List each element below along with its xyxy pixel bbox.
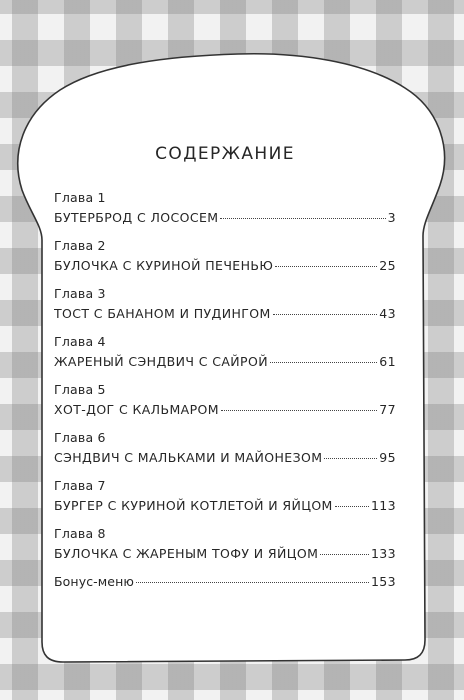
toc-row	[54, 402, 396, 417]
page-number: 43	[379, 306, 396, 321]
chapter-title: ТОСТ С БАНАНОМ И ПУДИНГОМ	[54, 306, 271, 321]
dot-leader	[221, 410, 377, 411]
toc-row	[54, 498, 396, 513]
toc-entry-6	[54, 430, 396, 465]
chapter-title: БУТЕРБРОД С ЛОСОСЕМ	[54, 210, 219, 225]
toc-entry-1	[54, 190, 396, 225]
toc-entry-8	[54, 526, 396, 561]
page-number: 77	[379, 402, 396, 417]
toc-row	[54, 306, 396, 321]
toc-title: СОДЕРЖАНИЕ	[155, 144, 295, 164]
toc-entry-7	[54, 478, 396, 513]
dot-leader	[273, 314, 378, 315]
chapter-title: ЖАРЕНЫЙ СЭНДВИЧ С САЙРОЙ	[54, 354, 268, 369]
chapter-label: Глава 1	[54, 190, 106, 205]
chapter-label: Глава 2	[54, 238, 106, 253]
toc-entry-4	[54, 334, 396, 369]
page-number: 3	[387, 210, 396, 225]
page-number: 153	[370, 574, 396, 589]
dot-leader	[320, 554, 369, 555]
toc-entry-2	[54, 238, 396, 273]
dot-leader	[270, 362, 377, 363]
dot-leader	[136, 582, 369, 583]
page-number: 133	[370, 546, 396, 561]
toc-row	[54, 210, 396, 225]
dot-leader	[220, 218, 385, 219]
toc-row	[54, 258, 396, 273]
chapter-label: Глава 5	[54, 382, 106, 397]
chapter-title: ХОТ-ДОГ С КАЛЬМАРОМ	[54, 402, 219, 417]
toc-entry-3	[54, 286, 396, 321]
toc-row	[54, 546, 396, 561]
page-number: 61	[379, 354, 396, 369]
chapter-title: БУРГЕР С КУРИНОЙ КОТЛЕТОЙ И ЯЙЦОМ	[54, 498, 333, 513]
chapter-label: Глава 3	[54, 286, 106, 301]
toc-row	[54, 574, 396, 589]
page-number: 95	[379, 450, 396, 465]
dot-leader	[275, 266, 377, 267]
chapter-title: БУЛОЧКА С ЖАРЕНЫМ ТОФУ И ЯЙЦОМ	[54, 546, 319, 561]
dot-leader	[324, 458, 377, 459]
dot-leader	[335, 506, 369, 507]
page-number: 25	[379, 258, 396, 273]
bonus-title: Бонус-меню	[54, 574, 134, 589]
chapter-label: Глава 4	[54, 334, 106, 349]
toc-entry-bonus	[54, 574, 396, 589]
toc-row	[54, 354, 396, 369]
chapter-title: СЭНДВИЧ С МАЛЬКАМИ И МАЙОНЕЗОМ	[54, 450, 323, 465]
page-number: 113	[370, 498, 396, 513]
toc-row	[54, 450, 396, 465]
chapter-title: БУЛОЧКА С КУРИНОЙ ПЕЧЕНЬЮ	[54, 258, 274, 273]
chapter-label: Глава 8	[54, 526, 106, 541]
chapter-label: Глава 7	[54, 478, 106, 493]
toc-entry-5	[54, 382, 396, 417]
table-of-contents	[54, 140, 396, 602]
chapter-label: Глава 6	[54, 430, 106, 445]
